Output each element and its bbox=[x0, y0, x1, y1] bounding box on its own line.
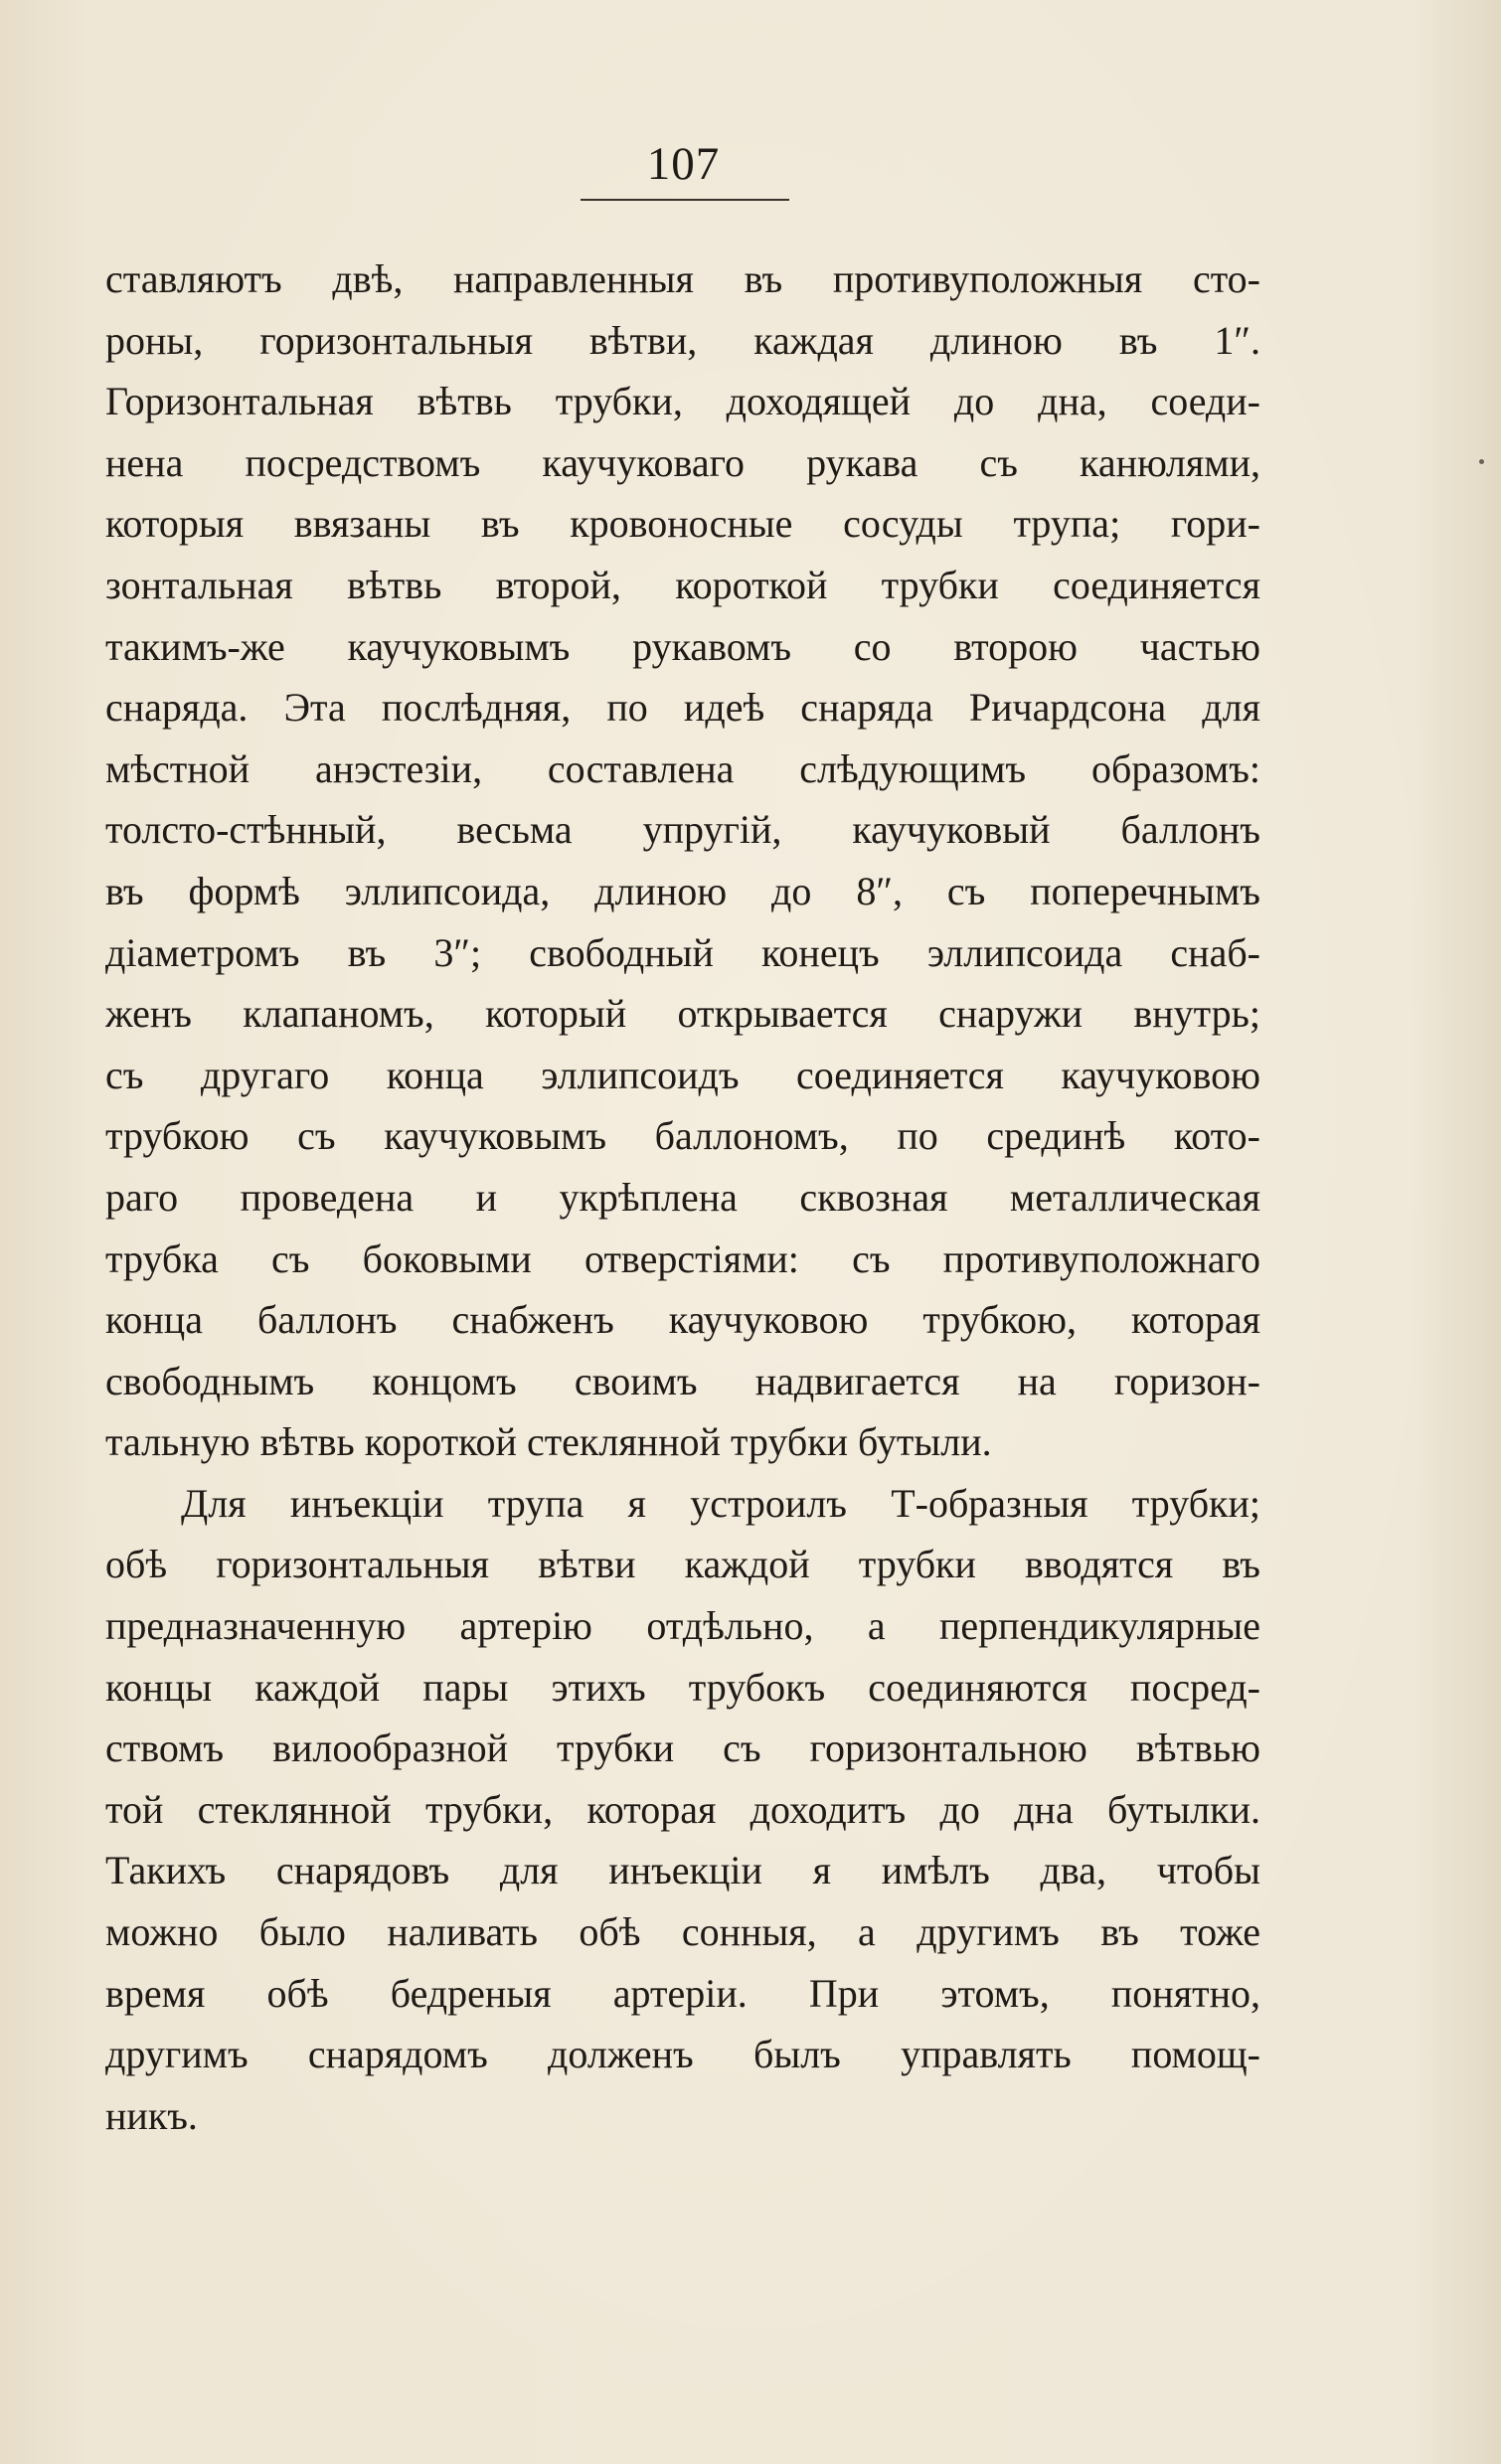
text-line: концы каждой пары этихъ трубокъ соединяются посред- bbox=[105, 1664, 1260, 1710]
text-line: раго проведена и укрѣплена сквозная металлическая bbox=[105, 1174, 1260, 1220]
text-line: можно было наливать обѣ сонныя, а другимъ въ тоже bbox=[105, 1909, 1260, 1955]
text-line: предназначенную артерію отдѣльно, а перпендикулярные bbox=[105, 1603, 1260, 1649]
text-line: женъ клапаномъ, который открывается снаружи внутрь; bbox=[105, 991, 1260, 1037]
page-number: 107 bbox=[646, 138, 721, 190]
text-line: такимъ-же каучуковымъ рукавомъ со второю частью bbox=[105, 623, 1260, 669]
text-line: снаряда. Эта послѣдняя, по идеѣ снаряда Ричардсона для bbox=[105, 685, 1260, 731]
text-line: ствомъ вилообразной трубки съ горизонтальною вѣтвью bbox=[105, 1725, 1260, 1771]
text-line: никъ. bbox=[105, 2092, 198, 2138]
text-line: Такихъ снарядовъ для инъекціи я имѣлъ два, чтобы bbox=[105, 1848, 1260, 1893]
text-line: ставляютъ двѣ, направленныя въ противуположныя сто- bbox=[105, 256, 1260, 301]
header-rule bbox=[581, 199, 789, 201]
text-line: зонтальная вѣтвь второй, короткой трубки соединяется bbox=[105, 562, 1260, 607]
text-line: нена посредствомъ каучуковаго рукава съ канюлями, bbox=[105, 439, 1260, 485]
text-line: трубкою съ каучуковымъ баллономъ, по срединѣ кото- bbox=[105, 1113, 1260, 1159]
body-text bbox=[105, 248, 1260, 2146]
text-line: Для инъекціи трупа я устроилъ Т-образныя трубки; bbox=[181, 1480, 1260, 1526]
text-line: Горизонтальная вѣтвь трубки, доходящей до дна, соеди- bbox=[105, 379, 1260, 424]
text-line: которыя ввязаны въ кровоносные сосуды трупа; гори- bbox=[105, 501, 1260, 547]
text-line: конца баллонъ снабженъ каучуковою трубкою, которая bbox=[105, 1297, 1260, 1343]
text-line: трубка съ боковыми отверстіями: съ противуположнаго bbox=[105, 1235, 1260, 1281]
text-line: той стеклянной трубки, которая доходитъ до дна бутылки. bbox=[105, 1786, 1260, 1832]
text-line: другимъ снарядомъ долженъ былъ управлять помощ- bbox=[105, 2032, 1260, 2077]
text-line: время обѣ бедреныя артеріи. При этомъ, понятно, bbox=[105, 1970, 1260, 2016]
text-line: роны, горизонтальныя вѣтви, каждая длиною въ 1″. bbox=[105, 317, 1260, 363]
text-line: въ формѣ эллипсоида, длиною до 8″, съ поперечнымъ bbox=[105, 868, 1260, 913]
text-line: діаметромъ въ 3″; свободный конецъ эллипсоида снаб- bbox=[105, 929, 1260, 975]
text-line: тальную вѣтвь короткой стеклянной трубки бутыли. bbox=[105, 1419, 992, 1465]
text-line: мѣстной анэстезіи, составлена слѣдующимъ образомъ: bbox=[105, 745, 1260, 791]
paper-speck bbox=[1479, 459, 1484, 464]
text-line: съ другаго конца эллипсоидъ соединяется каучуковою bbox=[105, 1052, 1260, 1097]
text-line: толсто-стѣнный, весьма упругій, каучуковый баллонъ bbox=[105, 807, 1260, 853]
text-line: обѣ горизонтальныя вѣтви каждой трубки вводятся въ bbox=[105, 1542, 1260, 1587]
text-line: свободнымъ концомъ своимъ надвигается на горизон- bbox=[105, 1358, 1260, 1403]
